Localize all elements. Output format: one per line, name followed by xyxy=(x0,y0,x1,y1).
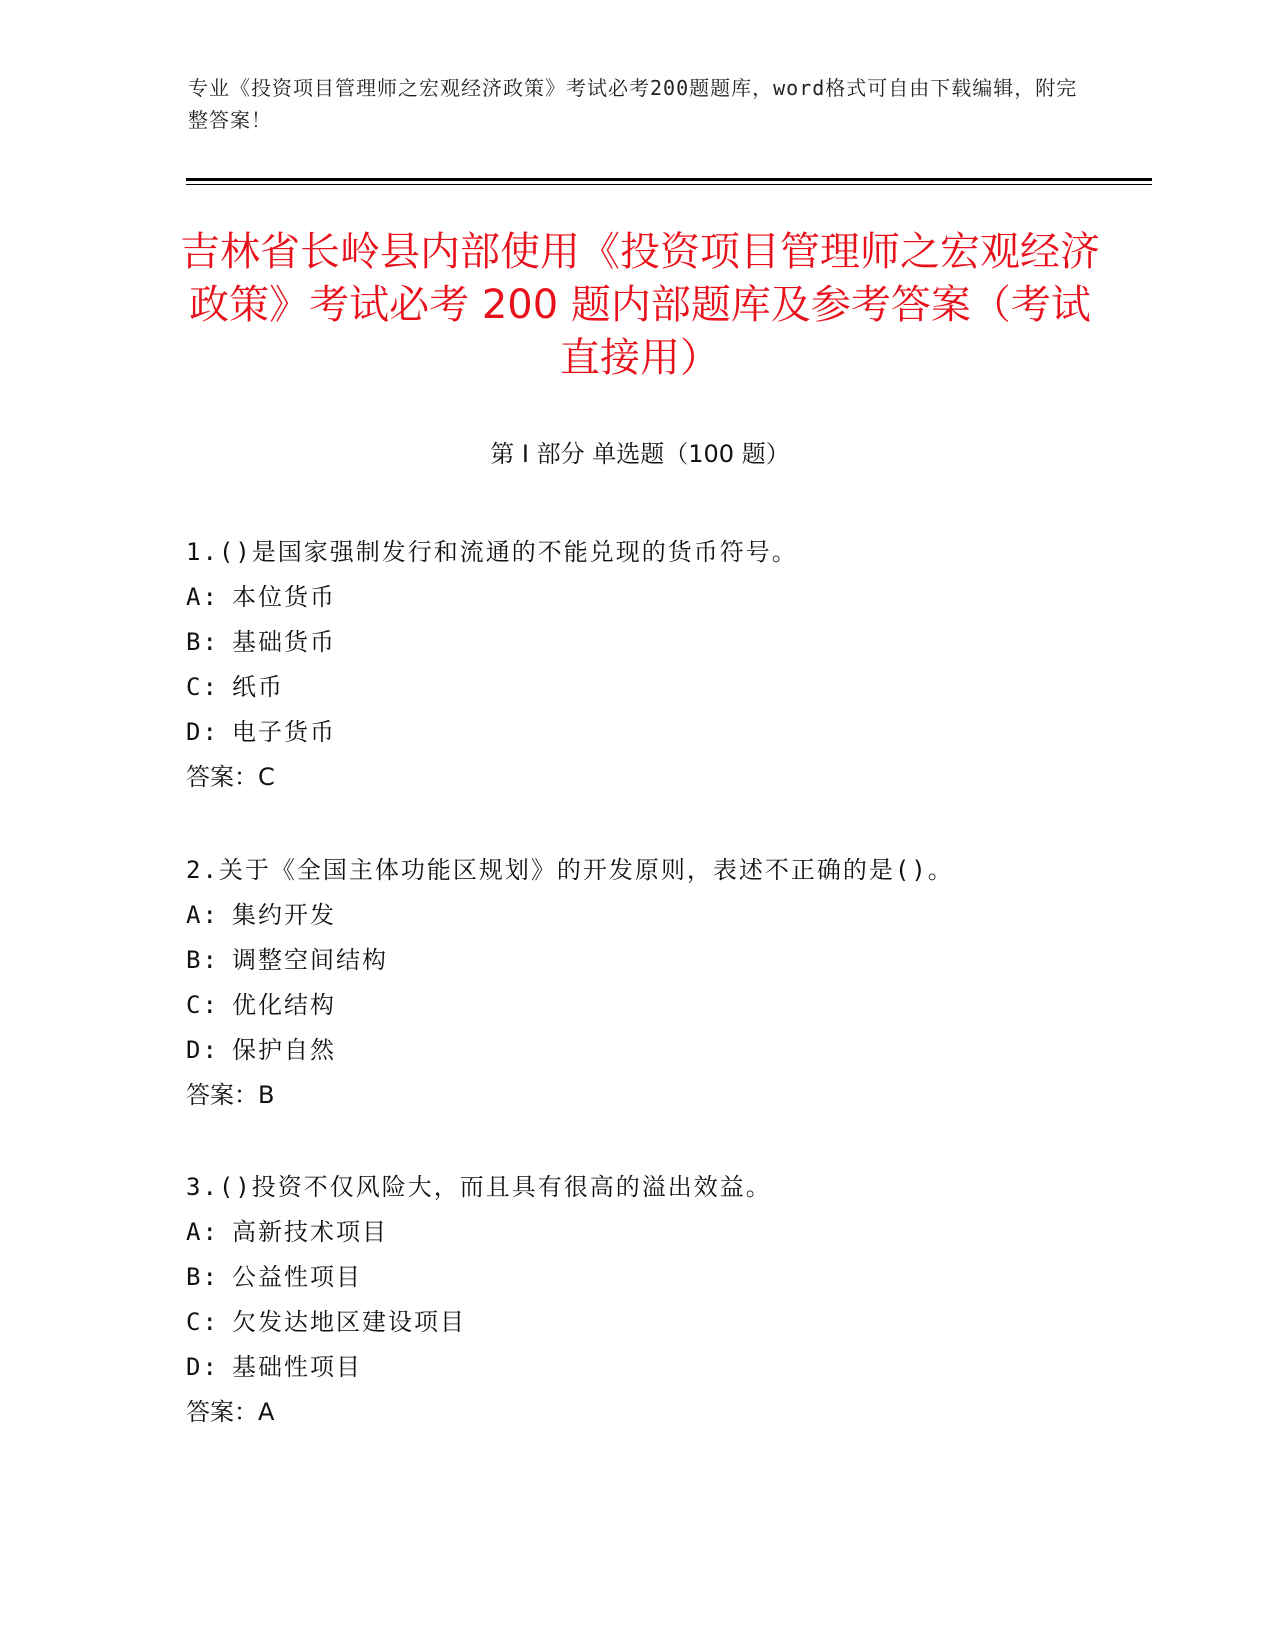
option-text: 高新技术项目 xyxy=(232,1218,388,1246)
header-rule-thin xyxy=(186,184,1152,185)
option-c xyxy=(186,665,1086,710)
option-text: 基础性项目 xyxy=(232,1353,362,1381)
question-3 xyxy=(186,1165,1086,1435)
answer-line: 答案：C xyxy=(186,763,275,791)
question-1 xyxy=(186,530,1086,800)
option-key: B: xyxy=(186,946,219,974)
option-text: 集约开发 xyxy=(232,901,336,929)
option-text: 保护自然 xyxy=(232,1036,336,1064)
question-2 xyxy=(186,848,1086,1118)
option-b xyxy=(186,1255,1086,1300)
question-text: 3.()投资不仅风险大，而且具有很高的溢出效益。 xyxy=(186,1173,772,1201)
option-a xyxy=(186,575,1086,620)
option-key: B: xyxy=(186,628,219,656)
option-key: A: xyxy=(186,1218,219,1246)
option-c xyxy=(186,1300,1086,1345)
option-b xyxy=(186,620,1086,665)
section-heading: 第 I 部分 单选题（100 题） xyxy=(490,440,790,468)
header-rule-thick xyxy=(186,178,1152,181)
option-text: 纸币 xyxy=(232,673,284,701)
option-text: 基础货币 xyxy=(232,628,336,656)
answer-line: 答案：A xyxy=(186,1398,275,1426)
option-key: D: xyxy=(186,1036,219,1064)
option-key: A: xyxy=(186,583,219,611)
option-key: C: xyxy=(186,1308,219,1336)
option-key: C: xyxy=(186,991,219,1019)
option-key: C: xyxy=(186,673,219,701)
answer-line: 答案：B xyxy=(186,1081,275,1109)
option-key: D: xyxy=(186,718,219,746)
document-title: 吉林省长岭县内部使用《投资项目管理师之宏观经济政策》考试必考 200 题内部题库及参考答案（考试直接用） xyxy=(180,229,1100,381)
option-text: 公益性项目 xyxy=(232,1263,362,1291)
option-d xyxy=(186,1345,1086,1390)
option-c xyxy=(186,983,1086,1028)
option-key: A: xyxy=(186,901,219,929)
option-text: 电子货币 xyxy=(232,718,336,746)
option-text: 本位货币 xyxy=(232,583,336,611)
option-b xyxy=(186,938,1086,983)
option-text: 欠发达地区建设项目 xyxy=(232,1308,466,1336)
option-text: 优化结构 xyxy=(232,991,336,1019)
header-note: 专业《投资项目管理师之宏观经济政策》考试必考200题题库，word格式可自由下载编辑，附完整答案！ xyxy=(188,76,1078,132)
option-a xyxy=(186,1210,1086,1255)
question-text: 1.()是国家强制发行和流通的不能兑现的货币符号。 xyxy=(186,538,798,566)
option-key: B: xyxy=(186,1263,219,1291)
option-text: 调整空间结构 xyxy=(232,946,388,974)
question-text: 2.关于《全国主体功能区规划》的开发原则，表述不正确的是()。 xyxy=(186,856,954,884)
option-key: D: xyxy=(186,1353,219,1381)
option-a xyxy=(186,893,1086,938)
option-d xyxy=(186,710,1086,755)
option-d xyxy=(186,1028,1086,1073)
